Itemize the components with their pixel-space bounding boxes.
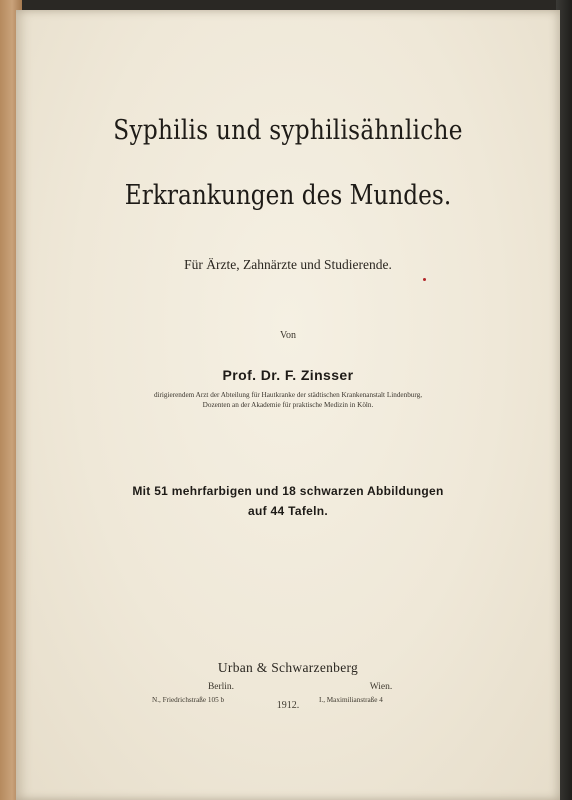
title-line-1: Syphilis und syphilisähnliche <box>113 115 463 146</box>
address-wien: I., Maximilianstraße 4 <box>319 696 383 704</box>
illustrations-note-line-1: Mit 51 mehrfarbigen und 18 schwarzen Abbildungen <box>132 484 444 498</box>
author-name: Prof. Dr. F. Zinsser <box>222 367 354 383</box>
ink-speck <box>423 278 426 281</box>
city-wien: Wien. <box>369 682 393 692</box>
subtitle: Für Ärzte, Zahnärzte und Studierende. <box>184 257 392 272</box>
author-affiliation-line-2: Dozenten an der Akademie für praktische Medizin in Köln. <box>202 401 374 409</box>
city-berlin: Berlin. <box>207 682 235 692</box>
by-label: Von <box>280 330 296 341</box>
title-page <box>16 10 560 800</box>
address-berlin: N., Friedrichstraße 105 b <box>152 696 225 704</box>
illustrations-note-line-2: auf 44 Tafeln. <box>248 504 328 518</box>
publication-year: 1912. <box>276 700 300 711</box>
publisher: Urban & Schwarzenberg <box>217 660 359 675</box>
title-line-2: Erkrankungen des Mundes. <box>124 180 452 211</box>
author-affiliation-line-1: dirigierendem Arzt der Abteilung für Hautkranke der städtischen Krankenanstalt Lindenburg, <box>153 391 423 399</box>
